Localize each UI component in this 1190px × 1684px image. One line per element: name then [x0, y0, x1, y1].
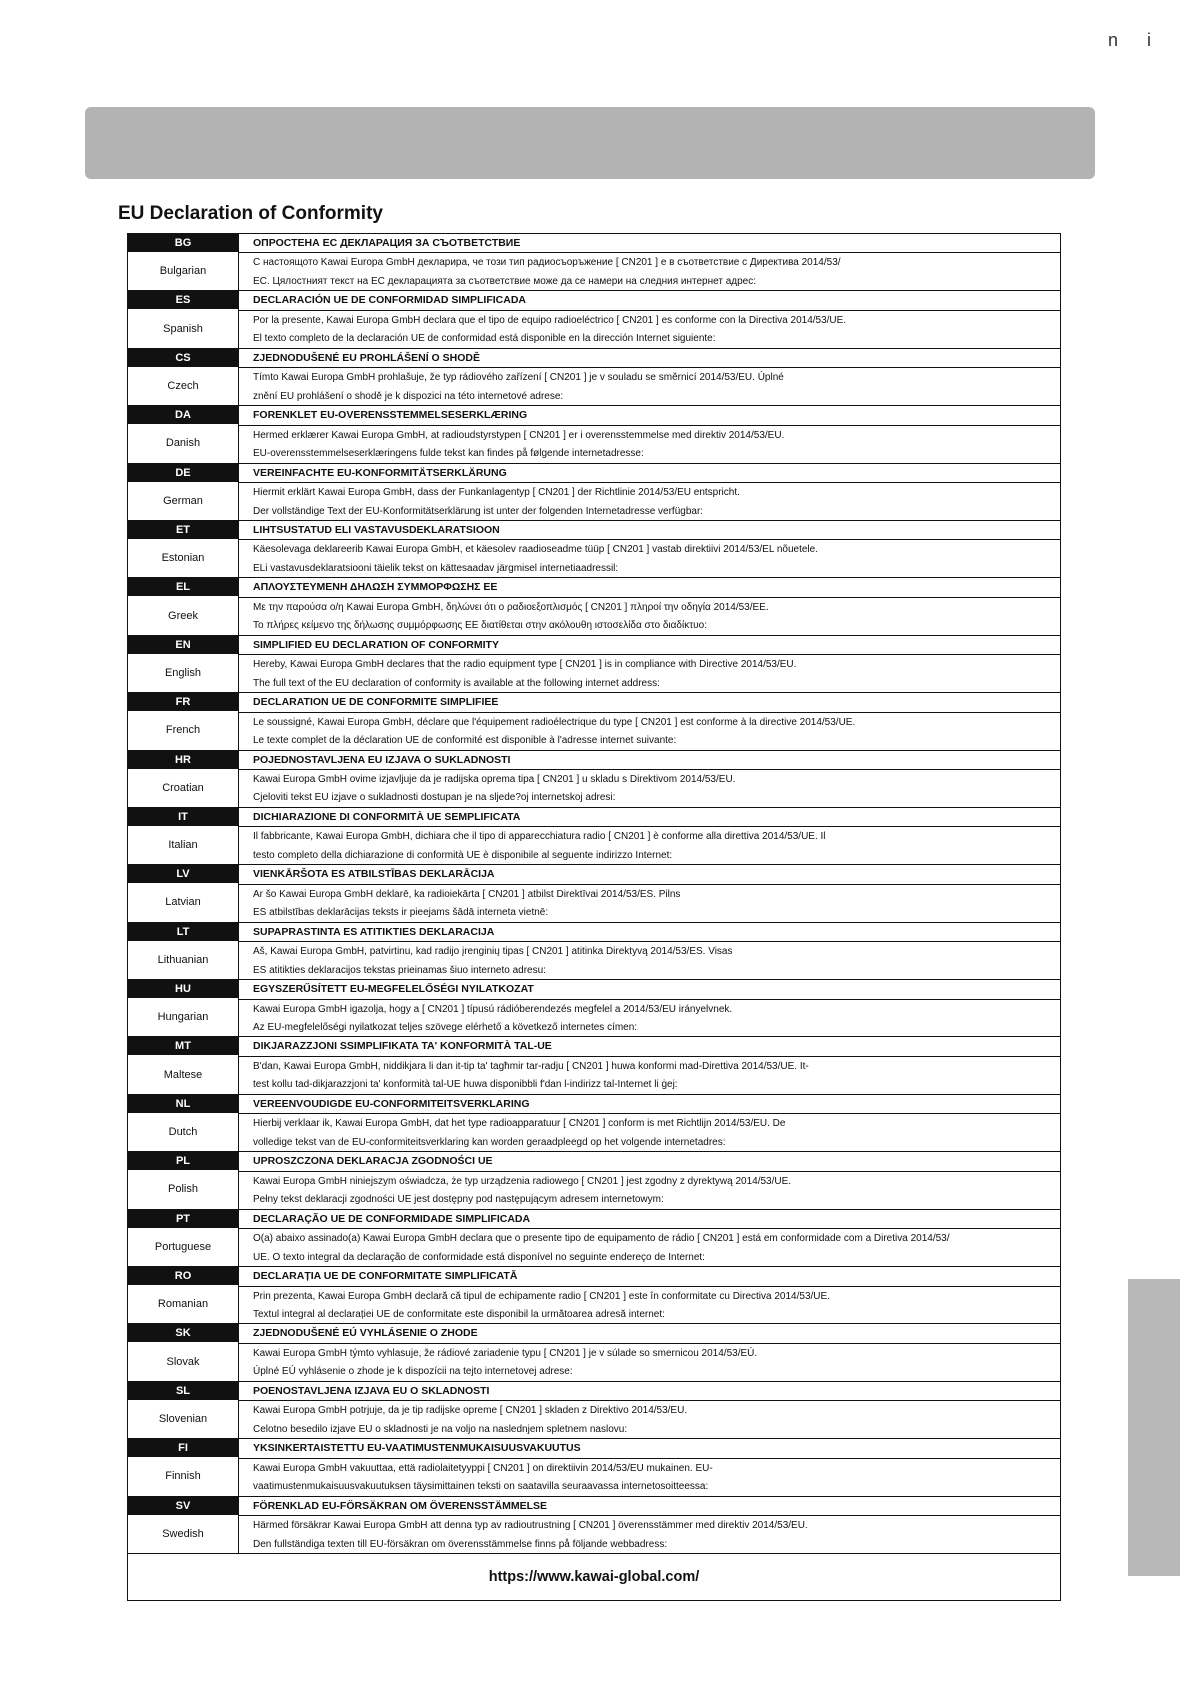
language-name: Croatian: [162, 781, 204, 794]
language-code: SV: [128, 1497, 238, 1515]
declaration-cell: [239, 464, 1060, 520]
declaration-line-2: Úplné EÚ vyhlásenie o zhode je k dispozícii na tejto internetovej adrese:: [253, 1366, 573, 1378]
declaration-heading: EGYSZERŰSÍTETT EU-MEGFELELŐSÉGI NYILATKOZAT: [239, 980, 1060, 999]
declaration-line-1: Il fabbricante, Kawai Europa GmbH, dichiara che il tipo di apparecchiatura radio [ CN201 ] è conforme alla direttiva 2014/53/UE. Il: [253, 831, 826, 843]
language-cell: [128, 1267, 239, 1323]
declaration-line-1: Kawai Europa GmbH ovime izjavljuje da je radijska oprema tipa [ CN201 ] u skladu s Direktivom 2014/53/EU.: [253, 773, 736, 785]
language-code: PT: [128, 1210, 238, 1228]
declaration-heading: SIMPLIFIED EU DECLARATION OF CONFORMITY: [239, 636, 1060, 655]
declaration-line-1: Kawai Europa GmbH potrjuje, da je tip radijske opreme [ CN201 ] skladen z Direktivo 2014/53/EU.: [253, 1405, 688, 1417]
language-cell: [128, 464, 239, 520]
declaration-cell: [239, 1324, 1060, 1380]
language-row: [128, 808, 1060, 865]
declaration-line-1: Kawai Europa GmbH niniejszym oświadcza, że typ urządzenia radiowego [ CN201 ] jest zgodny z dyrektywą 2014/53/UE.: [253, 1175, 792, 1187]
declaration-heading: VEREINFACHTE EU-KONFORMITÄTSERKLÄRUNG: [239, 464, 1060, 483]
declaration-line-1: Käesolevaga deklareerib Kawai Europa GmbH, et käesolev raadioseadme tüüp [ CN201 ] vastab direktiivi 2014/53/EL nõuetele.: [253, 544, 818, 556]
declaration-heading: POENOSTAVLJENA IZJAVA EU O SKLADNOSTI: [239, 1382, 1060, 1401]
language-row: [128, 751, 1060, 808]
declaration-line-2: UE. O texto integral da declaração de conformidade está disponível no seguinte endereço de Internet:: [253, 1251, 705, 1263]
declaration-heading: ZJEDNODUŠENÉ EÚ VYHLÁSENIE O ZHODE: [239, 1324, 1060, 1343]
declaration-cell: [239, 1497, 1060, 1553]
declaration-cell: [239, 521, 1060, 577]
language-code: FR: [128, 693, 238, 711]
language-code: HR: [128, 751, 238, 769]
declaration-cell: [239, 980, 1060, 1036]
language-code: EN: [128, 636, 238, 654]
declaration-rows: [128, 234, 1060, 1554]
language-row: [128, 1152, 1060, 1209]
declaration-cell: [239, 234, 1060, 290]
declaration-cell: [239, 291, 1060, 347]
declaration-line-1: Le soussigné, Kawai Europa GmbH, déclare que l'équipement radioélectrique du type [ CN201 ] est conforme à la directive 2014/53/UE.: [253, 716, 856, 728]
declaration-line-2: test kollu tad-dikjarazzjoni ta' konformità tal-UE huwa disponibbli f'dan l-indirizz tal-Internet li ġej:: [253, 1079, 678, 1091]
language-row: [128, 865, 1060, 922]
declaration-heading: YKSINKERTAISTETTU EU-VAATIMUSTENMUKAISUUSVAKUUTUS: [239, 1439, 1060, 1458]
language-code: RO: [128, 1267, 238, 1285]
declaration-line-2: testo completo della dichiarazione di conformità UE è disponibile al seguente indirizzo Internet:: [253, 849, 673, 861]
declaration-cell: [239, 578, 1060, 634]
declaration-line-2: EU-overensstemmelseserklæringens fulde tekst kan findes på følgende internetadresse:: [253, 448, 644, 460]
declaration-heading: POJEDNOSTAVLJENA EU IZJAVA O SUKLADNOSTI: [239, 751, 1060, 770]
declaration-line-2: volledige tekst van de EU-conformiteitsverklaring kan worden geraadpleegd op het volgende internetadres:: [253, 1136, 726, 1148]
declaration-line-2: ES atbilstības deklarācijas teksts ir pieejams šādā interneta vietnē:: [253, 907, 549, 919]
language-row: [128, 1439, 1060, 1496]
language-cell: [128, 865, 239, 921]
language-cell: [128, 1037, 239, 1093]
declaration-heading: DECLARAÇÃO UE DE CONFORMIDADE SIMPLIFICADA: [239, 1210, 1060, 1229]
language-row: [128, 464, 1060, 521]
language-name: Finnish: [165, 1470, 201, 1483]
page-marker: n i: [1108, 30, 1164, 50]
language-name: Slovak: [166, 1355, 200, 1368]
language-row: [128, 980, 1060, 1037]
language-row: [128, 521, 1060, 578]
language-row: [128, 578, 1060, 635]
language-cell: [128, 349, 239, 405]
language-name: Dutch: [168, 1126, 198, 1139]
declaration-heading: FÖRENKLAD EU-FÖRSÄKRAN OM ÖVERENSSTÄMMELSE: [239, 1497, 1060, 1516]
language-code: DA: [128, 406, 238, 424]
declaration-heading: VIENKĀRŠOTA ES ATBILSTĪBAS DEKLARĀCIJA: [239, 865, 1060, 884]
language-name: Czech: [167, 379, 199, 392]
declaration-line-1: Ar šo Kawai Europa GmbH deklarē, ka radioiekārta [ CN201 ] atbilst Direktīvai 2014/53/ES. Pilns: [253, 888, 681, 900]
language-name: Estonian: [161, 552, 205, 565]
language-code: LT: [128, 923, 238, 941]
declaration-line-2: ЕС. Цялостният текст на ЕС декларацията за съответствие може да се намери на следния интернет адрес:: [253, 275, 756, 287]
language-row: [128, 1497, 1060, 1554]
declaration-line-1: Hierbij verklaar ik, Kawai Europa GmbH, dat het type radioapparatuur [ CN201 ] conform is met Richtlijn 2014/53/EU. De: [253, 1118, 786, 1130]
declaration-line-1: Hermed erklærer Kawai Europa GmbH, at radioudstyrstypen [ CN201 ] er i overensstemmelse med direktiv 2014/53/EU.: [253, 429, 785, 441]
language-row: [128, 349, 1060, 406]
declaration-line-1: Tímto Kawai Europa GmbH prohlašuje, že typ rádiového zařízení [ CN201 ] je v souladu se směrnicí 2014/53/EU. Úplné: [253, 372, 784, 384]
language-name: Slovenian: [158, 1413, 208, 1425]
language-row: [128, 923, 1060, 980]
declaration-cell: [239, 1439, 1060, 1495]
declaration-cell: [239, 636, 1060, 692]
declaration-line-1: Kawai Europa GmbH týmto vyhlasuje, že rádiové zariadenie typu [ CN201 ] je v súlade so smernicou 2014/53/EÚ.: [253, 1347, 758, 1359]
declaration-line-2: Den fullständiga texten till EU-försäkran om överensstämmelse finns på följande webbadress:: [253, 1538, 668, 1550]
declaration-cell: [239, 1267, 1060, 1323]
language-name: Swedish: [162, 1527, 204, 1540]
language-code: ET: [128, 521, 238, 539]
language-name: Lithuanian: [157, 953, 209, 966]
language-cell: [128, 1095, 239, 1151]
declaration-line-2: Pełny tekst deklaracji zgodności UE jest dostępny pod następującym adresem internetowym:: [253, 1194, 664, 1206]
declaration-cell: [239, 1210, 1060, 1266]
language-row: [128, 234, 1060, 291]
declaration-line-1: Prin prezenta, Kawai Europa GmbH declară că tipul de echipamente radio [ CN201 ] este în conformitate cu Directiva 2014/53/UE.: [253, 1290, 830, 1302]
header-band: [85, 107, 1095, 179]
declaration-heading: ΑΠΛΟΥΣΤΕΥΜΕΝΗ ΔΗΛΩΣΗ ΣΥΜΜΟΡΦΩΣΗΣ ΕΕ: [239, 578, 1060, 597]
language-code: ES: [128, 291, 238, 309]
language-code: MT: [128, 1037, 238, 1055]
language-code: LV: [128, 865, 238, 883]
declaration-line-1: Hereby, Kawai Europa GmbH declares that the radio equipment type [ CN201 ] is in compliance with Directive 2014/53/EU.: [253, 659, 797, 671]
language-cell: [128, 693, 239, 749]
language-row: [128, 1210, 1060, 1267]
language-row: [128, 1095, 1060, 1152]
language-row: [128, 1324, 1060, 1381]
language-name: Hungarian: [157, 1011, 209, 1024]
declaration-line-1: O(a) abaixo assinado(a) Kawai Europa GmbH declara que o presente tipo de equipamento de rádio [ CN201 ] está em conformidade com a Diretiva 2014/53/: [253, 1233, 950, 1245]
side-tab: [1128, 1279, 1180, 1576]
language-code: NL: [128, 1095, 238, 1113]
language-cell: [128, 923, 239, 979]
language-code: FI: [128, 1439, 238, 1457]
declaration-line-1: Härmed försäkrar Kawai Europa GmbH att denna typ av radioutrustning [ CN201 ] överensstämmer med direktiv 2014/53/EU.: [253, 1520, 808, 1532]
language-code: BG: [128, 234, 238, 252]
declaration-cell: [239, 349, 1060, 405]
declaration-line-2: Textul integral al declarației UE de conformitate este disponibil la următoarea adresă internet:: [253, 1308, 665, 1320]
declaration-line-2: Cjeloviti tekst EU izjave o sukladnosti dostupan je na sljede?oj internetskoj adresi:: [253, 792, 616, 804]
language-code: HU: [128, 980, 238, 998]
language-row: [128, 406, 1060, 463]
language-cell: [128, 521, 239, 577]
language-name: Italian: [168, 839, 198, 852]
declaration-heading: LIHTSUSTATUD ELI VASTAVUSDEKLARATSIOON: [239, 521, 1060, 540]
language-name: Greek: [168, 609, 198, 622]
page-title: EU Declaration of Conformity: [118, 203, 383, 224]
declaration-line-1: B'dan, Kawai Europa GmbH, niddikjara li dan it-tip ta' tagħmir tar-radju [ CN201 ] huwa konformi mad-Direttiva 2014/53/UE. It-: [253, 1060, 809, 1072]
language-cell: [128, 1497, 239, 1553]
declaration-line-2: The full text of the EU declaration of conformity is available at the following internet address:: [253, 677, 660, 689]
language-name: French: [165, 724, 201, 737]
language-code: IT: [128, 808, 238, 826]
declaration-line-2: Το πλήρες κείμενο της δήλωσης συμμόρφωσης ΕΕ διατίθεται στην ακόλουθη ιστοσελίδα στο διαδίκτυο:: [253, 620, 707, 632]
declaration-cell: [239, 923, 1060, 979]
declaration-heading: DIKJARAZZJONI SSIMPLIFIKATA TA' KONFORMITÀ TAL-UE: [239, 1037, 1060, 1056]
language-row: [128, 1382, 1060, 1439]
language-row: [128, 291, 1060, 348]
language-cell: [128, 234, 239, 290]
declaration-table: [127, 233, 1061, 1601]
language-cell: [128, 808, 239, 864]
declaration-line-2: Der vollständige Text der EU-Konformitätserklärung ist unter der folgenden Internetadresse verfügbar:: [253, 505, 704, 517]
language-name: Romanian: [157, 1298, 209, 1311]
language-name: Polish: [168, 1183, 198, 1196]
declaration-cell: [239, 865, 1060, 921]
declaration-cell: [239, 1382, 1060, 1438]
language-code: DE: [128, 464, 238, 482]
declaration-cell: [239, 1095, 1060, 1151]
declaration-line-2: ELi vastavusdeklaratsiooni täielik tekst on kättesaadav järgmisel internetiaadressil:: [253, 562, 619, 574]
declaration-line-2: Az EU-megfelelőségi nyilatkozat teljes szövege elérhető a következő internetes címen:: [253, 1022, 638, 1034]
language-cell: [128, 1382, 239, 1438]
language-name: German: [163, 494, 203, 507]
declaration-cell: [239, 808, 1060, 864]
language-row: [128, 1037, 1060, 1094]
declaration-heading: DICHIARAZIONE DI CONFORMITÀ UE SEMPLIFICATA: [239, 808, 1060, 827]
language-code: SL: [128, 1382, 238, 1400]
language-cell: [128, 1324, 239, 1380]
language-cell: [128, 1152, 239, 1208]
declaration-line-2: Le texte complet de la déclaration UE de conformité est disponible à l'adresse internet suivante:: [253, 735, 677, 747]
language-name: English: [164, 666, 202, 679]
declaration-line-1: С настоящото Kawai Europa GmbH декларира, че този тип радиосъоръжение [ CN201 ] е в съответствие с Директива 2014/53/: [253, 257, 841, 269]
declaration-line-1: Aš, Kawai Europa GmbH, patvirtinu, kad radijo įrenginių tipas [ CN201 ] atitinka Direktyvą 2014/53/ES. Visas: [253, 946, 733, 958]
declaration-heading: UPROSZCZONA DEKLARACJA ZGODNOŚCI UE: [239, 1152, 1060, 1171]
language-cell: [128, 751, 239, 807]
language-name: Danish: [165, 437, 201, 450]
language-cell: [128, 291, 239, 347]
website-link[interactable]: https://www.kawai-global.com/: [488, 1568, 700, 1585]
declaration-line-1: Kawai Europa GmbH vakuuttaa, että radiolaitetyyppi [ CN201 ] on direktiivin 2014/53/EU mukainen. EU-: [253, 1462, 713, 1474]
declaration-heading: FORENKLET EU-OVERENSSTEMMELSESERKLÆRING: [239, 406, 1060, 425]
language-cell: [128, 980, 239, 1036]
language-row: [128, 636, 1060, 693]
declaration-heading: ZJEDNODUŠENÉ EU PROHLÁŠENÍ O SHODĚ: [239, 349, 1060, 368]
language-row: [128, 1267, 1060, 1324]
declaration-cell: [239, 1152, 1060, 1208]
language-name: Portuguese: [154, 1240, 212, 1253]
language-cell: [128, 1439, 239, 1495]
declaration-heading: SUPAPRASTINTA ES ATITIKTIES DEKLARACIJA: [239, 923, 1060, 942]
declaration-cell: [239, 751, 1060, 807]
declaration-heading: DECLARATION UE DE CONFORMITE SIMPLIFIEE: [239, 693, 1060, 712]
declaration-line-2: Celotno besedilo izjave EU o skladnosti je na voljo na naslednjem spletnem naslovu:: [253, 1423, 628, 1435]
declaration-heading: ОПРОСТЕНА ЕС ДЕКЛАРАЦИЯ ЗА СЪОТВЕТСТВИЕ: [239, 234, 1060, 253]
url-row: [128, 1554, 1060, 1600]
language-name: Maltese: [163, 1068, 203, 1081]
declaration-heading: VEREENVOUDIGDE EU-CONFORMITEITSVERKLARING: [239, 1095, 1060, 1114]
declaration-cell: [239, 693, 1060, 749]
declaration-line-2: ES atitikties deklaracijos tekstas prieinamas šiuo interneto adresu:: [253, 964, 546, 976]
declaration-line-1: Με την παρούσα ο/η Kawai Europa GmbH, δηλώνει ότι ο ραδιοεξοπλισμός [ CN201 ] πληροί την οδηγία 2014/53/ΕΕ.: [253, 601, 769, 613]
declaration-cell: [239, 1037, 1060, 1093]
declaration-cell: [239, 406, 1060, 462]
declaration-line-1: Hiermit erklärt Kawai Europa GmbH, dass der Funkanlagentyp [ CN201 ] der Richtlinie 2014/53/EU entspricht.: [253, 487, 740, 499]
declaration-line-1: Kawai Europa GmbH igazolja, hogy a [ CN201 ] típusú rádióberendezés megfelel a 2014/53/EU irányelvnek.: [253, 1003, 733, 1015]
language-cell: [128, 1210, 239, 1266]
language-name: Spanish: [163, 322, 203, 335]
language-code: PL: [128, 1152, 238, 1170]
language-name: Latvian: [165, 896, 201, 909]
declaration-line-2: El texto completo de la declaración UE de conformidad está disponible en la dirección Internet siguiente:: [253, 333, 716, 345]
declaration-line-1: Por la presente, Kawai Europa GmbH declara que el tipo de equipo radioeléctrico [ CN201 ] es conforme con la Directiva 2014/53/UE.: [253, 314, 847, 326]
declaration-heading: DECLARACIÓN UE DE CONFORMIDAD SIMPLIFICADA: [239, 291, 1060, 310]
declaration-heading: DECLARAȚIA UE DE CONFORMITATE SIMPLIFICATĂ: [239, 1267, 1060, 1286]
language-cell: [128, 636, 239, 692]
declaration-line-2: vaatimustenmukaisuusvakuutuksen täysimittainen teksti on saatavilla seuraavassa internetosoitteessa:: [253, 1481, 709, 1493]
language-cell: [128, 578, 239, 634]
language-code: EL: [128, 578, 238, 596]
language-code: CS: [128, 349, 238, 367]
declaration-line-2: znění EU prohlášení o shodě je k dispozici na této internetové adrese:: [253, 390, 564, 402]
language-name: Bulgarian: [159, 265, 207, 278]
language-code: SK: [128, 1324, 238, 1342]
language-row: [128, 693, 1060, 750]
language-cell: [128, 406, 239, 462]
